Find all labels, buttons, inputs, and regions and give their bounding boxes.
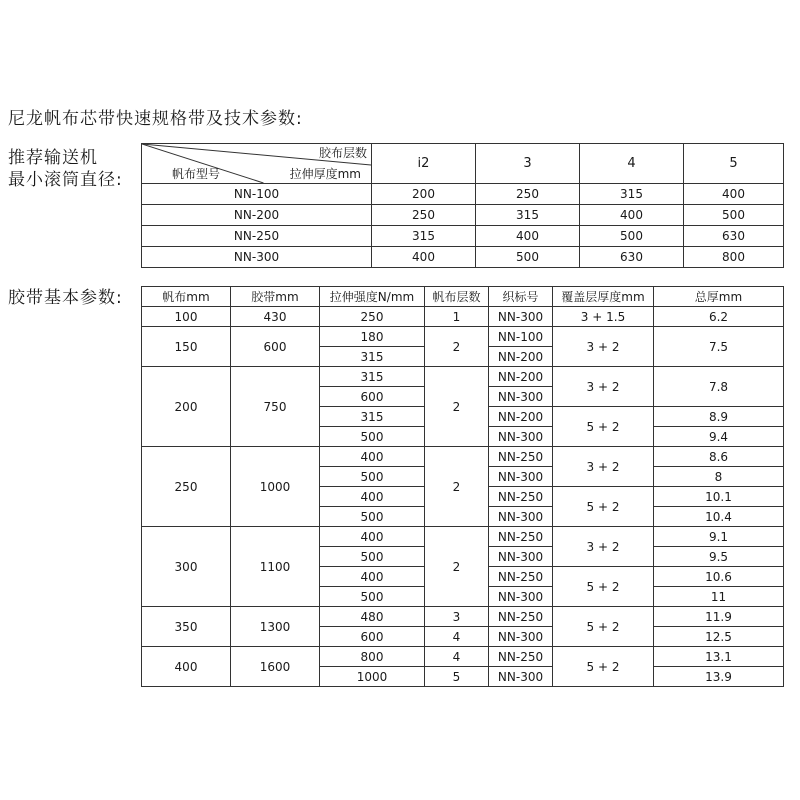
fabric-mark-cell: NN-250 (489, 567, 553, 587)
fabric-mark-cell: NN-250 (489, 447, 553, 467)
fabric-mark-cell: NN-300 (489, 387, 553, 407)
diameter-cell: 400 (476, 226, 580, 247)
column-header: 总厚mm (654, 287, 784, 307)
section1-label-line1: 推荐输送机 (8, 148, 98, 168)
ply-count-cell: 4 (425, 627, 489, 647)
diameter-cell: 315 (372, 226, 476, 247)
cover-thickness-cell: 5 + 2 (553, 647, 654, 687)
total-thickness-cell: 10.4 (654, 507, 784, 527)
fabric-mark-cell: NN-300 (489, 627, 553, 647)
cover-thickness-cell: 3 + 2 (553, 367, 654, 407)
diameter-cell: 315 (476, 205, 580, 226)
fabric-mark-cell: NN-300 (489, 467, 553, 487)
belt-type-cell: NN-100 (142, 184, 372, 205)
tensile-strength-cell: 400 (320, 567, 425, 587)
fabric-mark-cell: NN-250 (489, 527, 553, 547)
belt-type-cell: NN-250 (142, 226, 372, 247)
ply-header: i2 (372, 144, 476, 184)
table-row (142, 184, 784, 205)
total-thickness-cell: 7.5 (654, 327, 784, 367)
tensile-strength-cell: 500 (320, 467, 425, 487)
fabric-mark-cell: NN-200 (489, 407, 553, 427)
table-row (142, 607, 784, 627)
table-header-row (142, 287, 784, 307)
canvas-width-cell: 250 (142, 447, 231, 527)
ply-header: 3 (476, 144, 580, 184)
fabric-mark-cell: NN-250 (489, 647, 553, 667)
tensile-strength-cell: 180 (320, 327, 425, 347)
total-thickness-cell: 10.1 (654, 487, 784, 507)
diameter-cell: 630 (580, 247, 684, 268)
total-thickness-cell: 9.4 (654, 427, 784, 447)
corner-label-type: 帆布型号 (172, 167, 221, 181)
diameter-cell: 200 (372, 184, 476, 205)
ply-header: 5 (684, 144, 784, 184)
ply-count-cell: 4 (425, 647, 489, 667)
table-row (142, 247, 784, 268)
total-thickness-cell: 8.9 (654, 407, 784, 427)
diameter-cell: 400 (684, 184, 784, 205)
column-header: 帆布mm (142, 287, 231, 307)
table-row (142, 307, 784, 327)
fabric-mark-cell: NN-300 (489, 547, 553, 567)
ply-count-cell: 2 (425, 527, 489, 607)
diameter-cell: 500 (476, 247, 580, 268)
belt-width-cell: 430 (231, 307, 320, 327)
table-row (142, 367, 784, 387)
tensile-strength-cell: 400 (320, 447, 425, 467)
fabric-mark-cell: NN-200 (489, 347, 553, 367)
total-thickness-cell: 6.2 (654, 307, 784, 327)
diameter-cell: 315 (580, 184, 684, 205)
diameter-cell: 400 (372, 247, 476, 268)
fabric-mark-cell: NN-300 (489, 587, 553, 607)
tensile-strength-cell: 500 (320, 507, 425, 527)
ply-count-cell: 3 (425, 607, 489, 627)
total-thickness-cell: 10.6 (654, 567, 784, 587)
belt-width-cell: 600 (231, 327, 320, 367)
total-thickness-cell: 12.5 (654, 627, 784, 647)
total-thickness-cell: 7.8 (654, 367, 784, 407)
fabric-mark-cell: NN-300 (489, 507, 553, 527)
table-row (142, 527, 784, 547)
cover-thickness-cell: 3 + 2 (553, 447, 654, 487)
tensile-strength-cell: 800 (320, 647, 425, 667)
belt-width-cell: 1000 (231, 447, 320, 527)
ply-count-cell: 1 (425, 307, 489, 327)
min-pulley-diameter-table (141, 143, 784, 268)
section1-label-line2: 最小滚筒直径: (8, 170, 123, 190)
total-thickness-cell: 9.1 (654, 527, 784, 547)
canvas-width-cell: 350 (142, 607, 231, 647)
total-thickness-cell: 11 (654, 587, 784, 607)
diameter-cell: 250 (476, 184, 580, 205)
belt-width-cell: 1100 (231, 527, 320, 607)
tensile-strength-cell: 500 (320, 587, 425, 607)
corner-label-thickness: 拉伸厚度mm (289, 167, 361, 181)
total-thickness-cell: 9.5 (654, 547, 784, 567)
diagonal-header-cell (142, 144, 372, 184)
diameter-cell: 500 (580, 226, 684, 247)
total-thickness-cell: 13.1 (654, 647, 784, 667)
tensile-strength-cell: 400 (320, 487, 425, 507)
cover-thickness-cell: 3 + 2 (553, 527, 654, 567)
cover-thickness-cell: 5 + 2 (553, 487, 654, 527)
canvas-width-cell: 300 (142, 527, 231, 607)
belt-type-cell: NN-200 (142, 205, 372, 226)
fabric-mark-cell: NN-200 (489, 367, 553, 387)
table-row (142, 447, 784, 467)
tensile-strength-cell: 1000 (320, 667, 425, 687)
column-header: 覆盖层厚度mm (553, 287, 654, 307)
table-header-row (142, 144, 784, 184)
belt-basic-parameters-table (141, 286, 784, 687)
page-title: 尼龙帆布芯带快速规格带及技术参数: (8, 109, 303, 129)
fabric-mark-cell: NN-100 (489, 327, 553, 347)
belt-type-cell: NN-300 (142, 247, 372, 268)
tensile-strength-cell: 500 (320, 547, 425, 567)
fabric-mark-cell: NN-300 (489, 667, 553, 687)
tensile-strength-cell: 600 (320, 627, 425, 647)
diameter-cell: 400 (580, 205, 684, 226)
ply-count-cell: 2 (425, 367, 489, 447)
ply-count-cell: 2 (425, 447, 489, 527)
table-row (142, 205, 784, 226)
fabric-mark-cell: NN-250 (489, 487, 553, 507)
tensile-strength-cell: 250 (320, 307, 425, 327)
diameter-cell: 800 (684, 247, 784, 268)
diameter-cell: 250 (372, 205, 476, 226)
cover-thickness-cell: 3 + 1.5 (553, 307, 654, 327)
corner-label-plies: 胶布层数 (318, 146, 367, 160)
canvas-width-cell: 400 (142, 647, 231, 687)
fabric-mark-cell: NN-300 (489, 427, 553, 447)
tensile-strength-cell: 400 (320, 527, 425, 547)
tensile-strength-cell: 600 (320, 387, 425, 407)
cover-thickness-cell: 3 + 2 (553, 327, 654, 367)
cover-thickness-cell: 5 + 2 (553, 567, 654, 607)
column-header: 织标号 (489, 287, 553, 307)
tensile-strength-cell: 315 (320, 347, 425, 367)
tensile-strength-cell: 315 (320, 407, 425, 427)
tensile-strength-cell: 315 (320, 367, 425, 387)
table-row (142, 226, 784, 247)
section2-label: 胶带基本参数: (8, 288, 123, 308)
cover-thickness-cell: 5 + 2 (553, 407, 654, 447)
canvas-width-cell: 150 (142, 327, 231, 367)
table-row (142, 327, 784, 347)
canvas-width-cell: 200 (142, 367, 231, 447)
fabric-mark-cell: NN-300 (489, 307, 553, 327)
belt-width-cell: 1600 (231, 647, 320, 687)
diameter-cell: 500 (684, 205, 784, 226)
total-thickness-cell: 13.9 (654, 667, 784, 687)
tensile-strength-cell: 480 (320, 607, 425, 627)
total-thickness-cell: 11.9 (654, 607, 784, 627)
fabric-mark-cell: NN-250 (489, 607, 553, 627)
canvas-width-cell: 100 (142, 307, 231, 327)
total-thickness-cell: 8.6 (654, 447, 784, 467)
belt-width-cell: 1300 (231, 607, 320, 647)
ply-count-cell: 2 (425, 327, 489, 367)
cover-thickness-cell: 5 + 2 (553, 607, 654, 647)
total-thickness-cell: 8 (654, 467, 784, 487)
column-header: 帆布层数 (425, 287, 489, 307)
column-header: 胶带mm (231, 287, 320, 307)
column-header: 拉伸强度N/mm (320, 287, 425, 307)
belt-width-cell: 750 (231, 367, 320, 447)
ply-header: 4 (580, 144, 684, 184)
table-row (142, 647, 784, 667)
ply-count-cell: 5 (425, 667, 489, 687)
tensile-strength-cell: 500 (320, 427, 425, 447)
diameter-cell: 630 (684, 226, 784, 247)
